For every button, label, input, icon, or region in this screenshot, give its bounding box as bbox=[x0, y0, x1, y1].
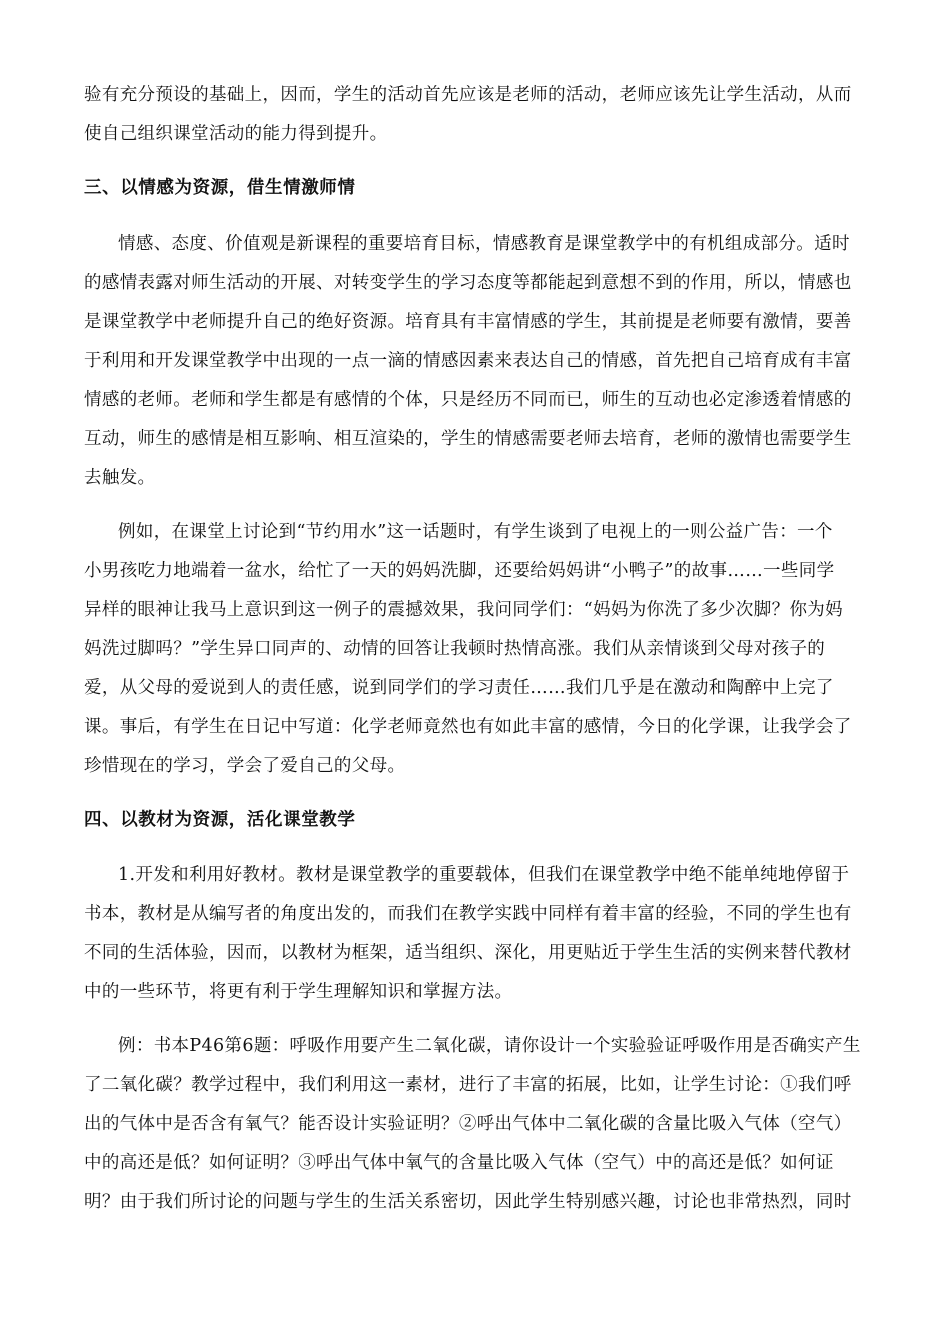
text-line: 小男孩吃力地端着一盆水，给忙了一天的妈妈洗脚，还要给妈妈讲“小鸭子”的故事……一些同学 bbox=[84, 561, 835, 581]
text-line: 验有充分预设的基础上，因而，学生的活动首先应该是老师的活动，老师应该先让学生活动，从而 bbox=[84, 85, 852, 105]
text-line: 1.开发和利用好教材。教材是课堂教学的重要载体，但我们在课堂教学中绝不能单纯地停留于 bbox=[118, 865, 850, 885]
text-line: 中的高还是低？如何证明？③呼出气体中氧气的含量比吸入气体（空气）中的高还是低？如何证 bbox=[84, 1153, 834, 1173]
text-line: 课。事后，有学生在日记中写道：化学老师竟然也有如此丰富的感情，今日的化学课，让我学会了 bbox=[84, 717, 852, 737]
text-line: 情感、态度、价值观是新课程的重要培育目标，情感教育是课堂教学中的有机组成部分。适时 bbox=[118, 234, 850, 254]
text-line: 于利用和开发课堂教学中出现的一点一滴的情感因素来表达自己的情感，首先把自己培育成有丰富 bbox=[84, 351, 852, 371]
text-line: 爱，从父母的爱说到人的责任感，说到同学们的学习责任……我们几乎是在激动和陶醉中上完了 bbox=[84, 678, 834, 698]
text-line: 书本，教材是从编写者的角度出发的，而我们在教学实践中同样有着丰富的经验，不同的学生也有 bbox=[84, 904, 852, 924]
text-line: 互动，师生的感情是相互影响、相互渲染的，学生的情感需要老师去培育，老师的激情也需要学生 bbox=[84, 429, 852, 449]
text-line: 了二氧化碳？教学过程中，我们利用这一素材，进行了丰富的拓展，比如，让学生讨论：①我们呼 bbox=[84, 1075, 852, 1095]
text-line: 例如，在课堂上讨论到“节约用水”这一话题时，有学生谈到了电视上的一则公益广告：一个 bbox=[118, 522, 833, 542]
text-line: 妈洗过脚吗？”学生异口同声的、动情的回答让我顿时热情高涨。我们从亲情谈到父母对孩子的 bbox=[84, 639, 826, 659]
text-line: 异样的眼神让我马上意识到这一例子的震撼效果，我问同学们：“妈妈为你洗了多少次脚？你为妈 bbox=[84, 600, 843, 620]
text-line: 珍惜现在的学习，学会了爱自己的父母。 bbox=[84, 756, 406, 776]
text-line: 中的一些环节，将更有利于学生理解知识和掌握方法。 bbox=[84, 982, 513, 1002]
text-line: 不同的生活体验，因而，以教材为框架，适当组织、深化，用更贴近于学生生活的实例来替代教材 bbox=[84, 943, 852, 963]
section-heading: 四、以教材为资源，活化课堂教学 bbox=[84, 810, 356, 830]
text-line: 是课堂教学中老师提升自己的绝好资源。培育具有丰富情感的学生，其前提是老师要有激情，要善 bbox=[84, 312, 852, 332]
text-line: 使自己组织课堂活动的能力得到提升。 bbox=[84, 124, 388, 144]
text-line: 出的气体中是否含有氧气？能否设计实验证明？②呼出气体中二氧化碳的含量比吸入气体（空气） bbox=[84, 1114, 852, 1134]
text-line: 例：书本P46第6题：呼吸作用要产生二氧化碳，请你设计一个实验验证呼吸作用是否确实产生 bbox=[118, 1036, 861, 1056]
section-heading: 三、以情感为资源，借生情激师情 bbox=[84, 178, 356, 198]
text-line: 明？由于我们所讨论的问题与学生的生活关系密切，因此学生特别感兴趣，讨论也非常热烈，同时 bbox=[84, 1192, 852, 1212]
text-line: 情感的老师。老师和学生都是有感情的个体，只是经历不同而已，师生的互动也必定渗透着情感的 bbox=[84, 390, 852, 410]
text-line: 去触发。 bbox=[84, 468, 156, 488]
text-line: 的感情表露对师生活动的开展、对转变学生的学习态度等都能起到意想不到的作用，所以，情感也 bbox=[84, 273, 852, 293]
